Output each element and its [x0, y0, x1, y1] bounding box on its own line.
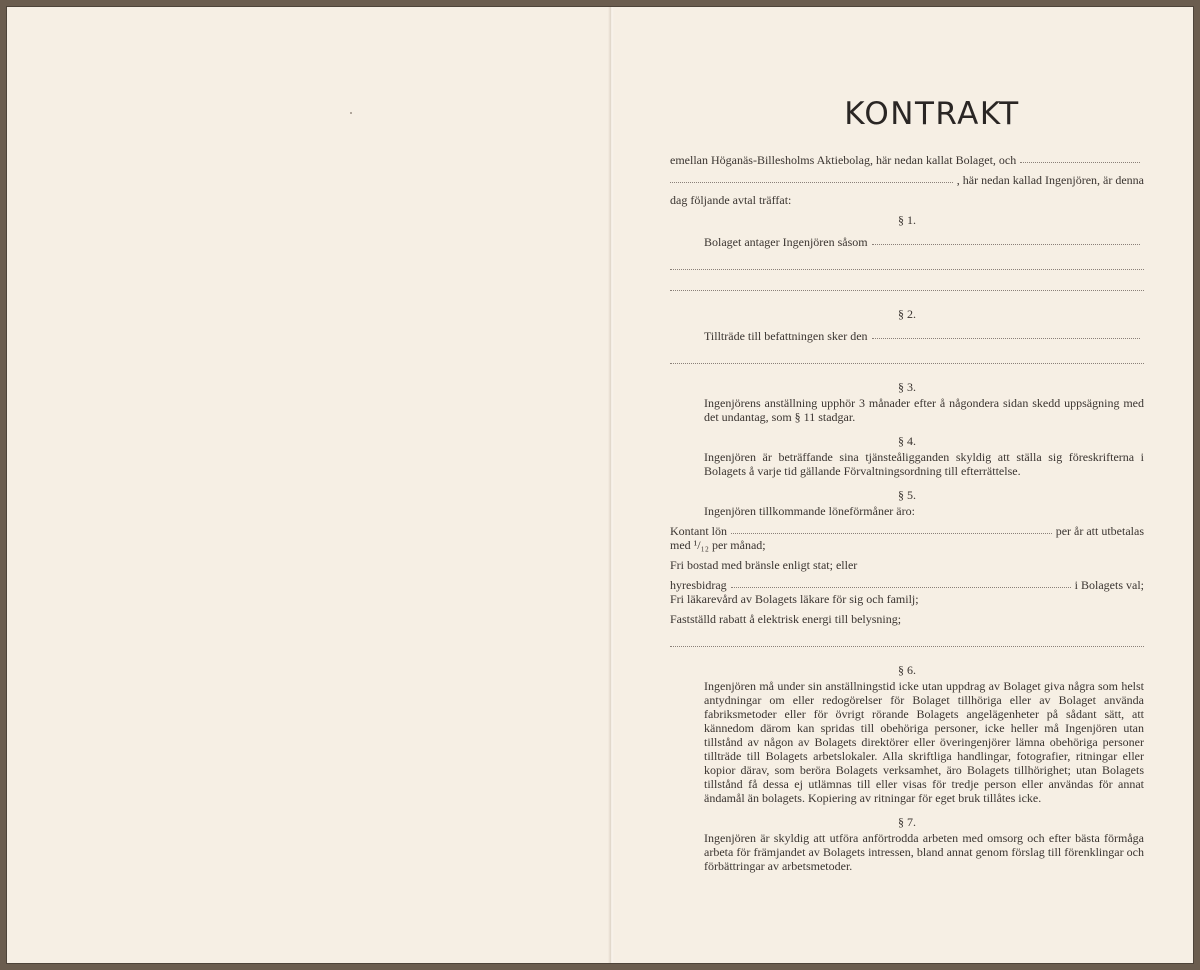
contract-title: KONTRAKT	[844, 96, 1020, 132]
section-3-text: Ingenjörens anställning upphör 3 månader efter å någondera sidan skedd uppsägning med det undantag, som § 11 stadgar.	[704, 396, 1144, 424]
section-6-text: Ingenjören må under sin anställningstid icke utan uppdrag av Bolaget giva några som helst antydningar om eller redogörelser för Bolaget tillhöriga eller av Bolaget använda fabriksmetoder eller för övrigt rörande Bolagets angelägenheter på sådant sätt, att kännedom därom kan spridas till obehöriga personer, icke heller må Ingenjören utan tillstånd av någon av Bolagets direktörer eller överingenjörer lämna obehöriga personer tillträde till Bolagets arbetslokaler. Alla skriftliga handlingar, fotografier, ritningar eller kopior därav, som beröra Bolagets verksamhet, äro Bolagets tillhörighet; utan Bolagets tillstånd få dessa ej utlämnas till eller visas för tredje person eller användas för annat ändamål än bolagets. Kopiering av ritningar för eget bruk tillåtes icke.	[704, 679, 1144, 805]
section-1-line	[670, 229, 1144, 249]
section-4-heading: § 4.	[898, 434, 916, 448]
rent-field[interactable]	[731, 587, 1071, 588]
contract-page	[670, 93, 1144, 873]
position-field-line-3[interactable]	[670, 270, 1144, 291]
rent-suffix: i Bolagets val;	[1074, 578, 1144, 592]
salary-field[interactable]	[731, 533, 1052, 534]
intro-line-1	[670, 147, 1144, 167]
intro-text-3: dag följande avtal träffat:	[670, 193, 792, 207]
start-date-field-line-2[interactable]	[670, 343, 1144, 364]
intro-text-2: , här nedan kallad Ingenjören, är denna	[956, 173, 1144, 187]
section-3-heading: § 3.	[898, 380, 916, 394]
section-5-heading: § 5.	[898, 488, 916, 502]
start-date-field[interactable]	[872, 338, 1140, 339]
section-1-text: Bolaget antager Ingenjören såsom	[704, 235, 868, 249]
salary-line	[670, 518, 1144, 538]
housing-text: Fri bostad med bränsle enligt stat; eller	[670, 558, 858, 572]
intro-text-1: emellan Höganäs-Billesholms Aktiebolag, här nedan kallat Bolaget, och	[670, 153, 1017, 167]
salary-line-2: med ¹/₁₂ per månad;	[670, 538, 766, 552]
salary-label: Kontant lön	[670, 524, 727, 538]
engineer-name-field[interactable]	[670, 182, 953, 183]
rent-label: hyresbidrag	[670, 578, 727, 592]
section-7-text: Ingenjören är skyldig att utföra anförtrodda arbeten med omsorg och efter bästa förmåga arbeta för främjandet av Bolagets intressen, bland annat genom förslag till förenklingar och förbättringar av arbetsmetoder.	[704, 831, 1144, 873]
rent-line	[670, 572, 1144, 592]
section-7-heading: § 7.	[898, 815, 916, 829]
page-fold	[608, 7, 614, 963]
salary-suffix: per år att utbetalas	[1055, 524, 1144, 538]
extra-benefit-field[interactable]	[670, 626, 1144, 647]
discount-text: Fastställd rabatt å elektrisk energi till belysning;	[670, 612, 902, 626]
document-sheet	[6, 6, 1194, 964]
intro-line-3	[670, 187, 1144, 207]
section-6-heading: § 6.	[898, 663, 916, 677]
position-field[interactable]	[872, 244, 1140, 245]
housing-line	[670, 552, 1144, 572]
paper-speck	[350, 112, 352, 114]
section-4-text: Ingenjören är beträffande sina tjänsteåligganden skyldig att ställa sig föreskrifterna i Bolagets å varje tid gällande Förvaltningsordning till efterrättelse.	[704, 450, 1144, 478]
position-field-line-2[interactable]	[670, 249, 1144, 270]
section-5-intro: Ingenjören tillkommande löneförmåner äro:	[704, 504, 915, 518]
discount-line	[670, 606, 1144, 626]
medical-text: Fri läkarevård av Bolagets läkare för sig och familj;	[670, 592, 919, 606]
section-2-line	[670, 323, 1144, 343]
intro-line-2	[670, 167, 1144, 187]
section-1-heading: § 1.	[898, 213, 916, 227]
section-2-text: Tillträde till befattningen sker den	[704, 329, 868, 343]
section-2-heading: § 2.	[898, 307, 916, 321]
party-name-field[interactable]	[1020, 162, 1140, 163]
